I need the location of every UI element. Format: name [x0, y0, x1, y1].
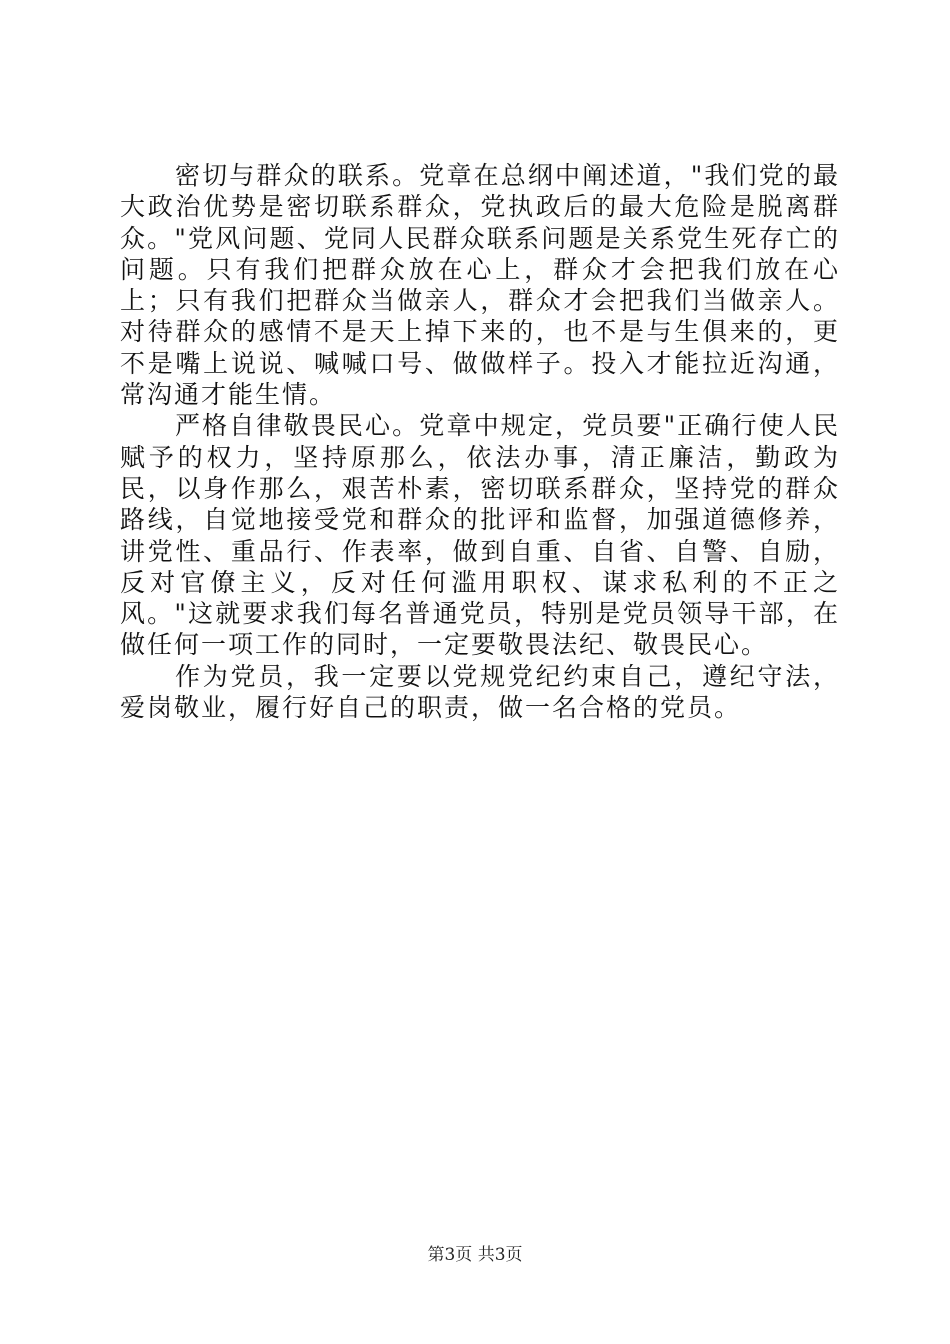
- paragraph-self-discipline: 严格自律敬畏民心。党章中规定，党员要"正确行使人民赋予的权力，坚持原那么，依法办事，清正廉洁，勤政为民，以身作那么，艰苦朴素，密切联系群众，坚持党的群众路线，自觉地接受党和群众的批评和监督，加强道德修养，讲党性、重品行、作表率，做到自重、自省、自警、自励，反对官僚主义，反对任何滥用职权、谋求私利的不正之风。"这就要求我们每名普通党员，特别是党员领导干部，在做任何一项工作的同时，一定要敬畏法纪、敬畏民心。: [120, 411, 840, 660]
- paragraph-conclusion: 作为党员，我一定要以党规党纪约束自己，遵纪守法，爱岗敬业，履行好自己的职责，做一名合格的党员。: [120, 661, 840, 723]
- document-body: [120, 160, 840, 723]
- page-footer: 第3页 共3页: [427, 1245, 523, 1265]
- paragraph-mass-connection: 密切与群众的联系。党章在总纲中阐述道，"我们党的最大政治优势是密切联系群众，党执政后的最大危险是脱离群众。"党风问题、党同人民群众联系问题是关系党生死存亡的问题。只有我们把群众放在心上，群众才会把我们放在心上；只有我们把群众当做亲人，群众才会把我们当做亲人。对待群众的感情不是天上掉下来的，也不是与生俱来的，更不是嘴上说说、喊喊口号、做做样子。投入才能拉近沟通，常沟通才能生情。: [120, 161, 840, 410]
